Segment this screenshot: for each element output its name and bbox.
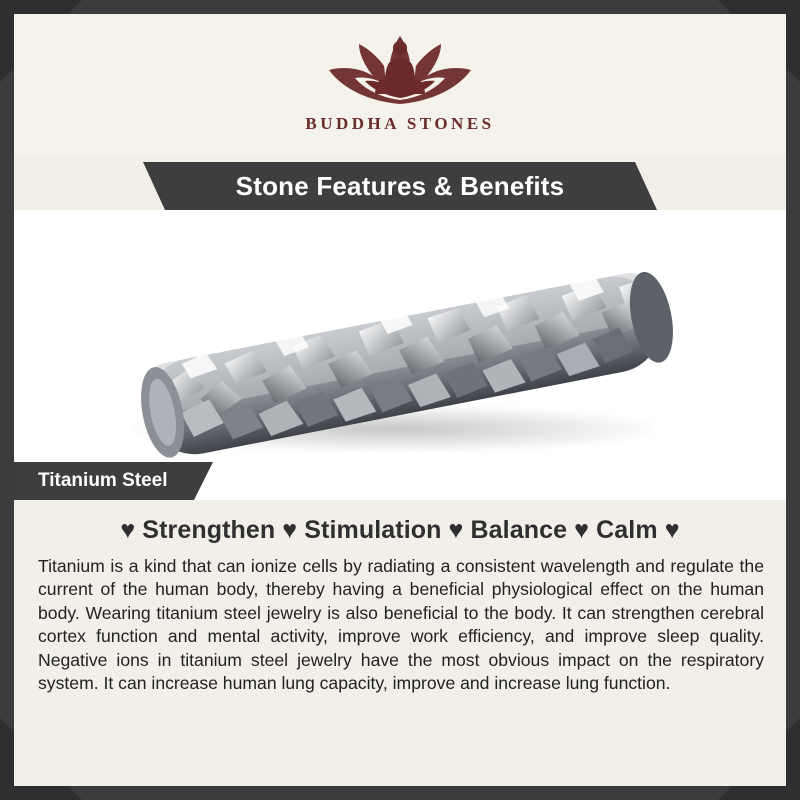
description-paragraph: Titanium is a kind that can ionize cells by radiating a consistent wavelength and regulate the current of the human body, thereby having a beneficial physiological effect on the human body. Wearing titanium steel jewelry is also beneficial to the body. It can strengthen cerebral cortex function and mental activity, improve work efficiency, and improve sleep quality. Negative ions in titanium steel jewelry have the most obvious impact on the respiratory system. It can increase human lung capacity, improve and increase lung function. xyxy=(38,556,764,693)
brand-name: BUDDHA STONES xyxy=(305,114,495,133)
stone-name-label: Titanium Steel xyxy=(38,470,168,491)
brand-header xyxy=(14,14,786,154)
benefits-line: ♥ Strengthen ♥ Stimulation ♥ Balance ♥ Calm ♥ xyxy=(120,516,680,544)
poster-inner-panel xyxy=(14,14,786,786)
lotus-meditation-figure-icon xyxy=(315,26,485,118)
titanium-steel-bar-illustration xyxy=(14,210,786,500)
stone-name-badge xyxy=(14,462,194,500)
page-title: Stone Features & Benefits xyxy=(235,170,565,201)
product-image xyxy=(14,210,786,500)
section-title-band xyxy=(165,162,635,210)
